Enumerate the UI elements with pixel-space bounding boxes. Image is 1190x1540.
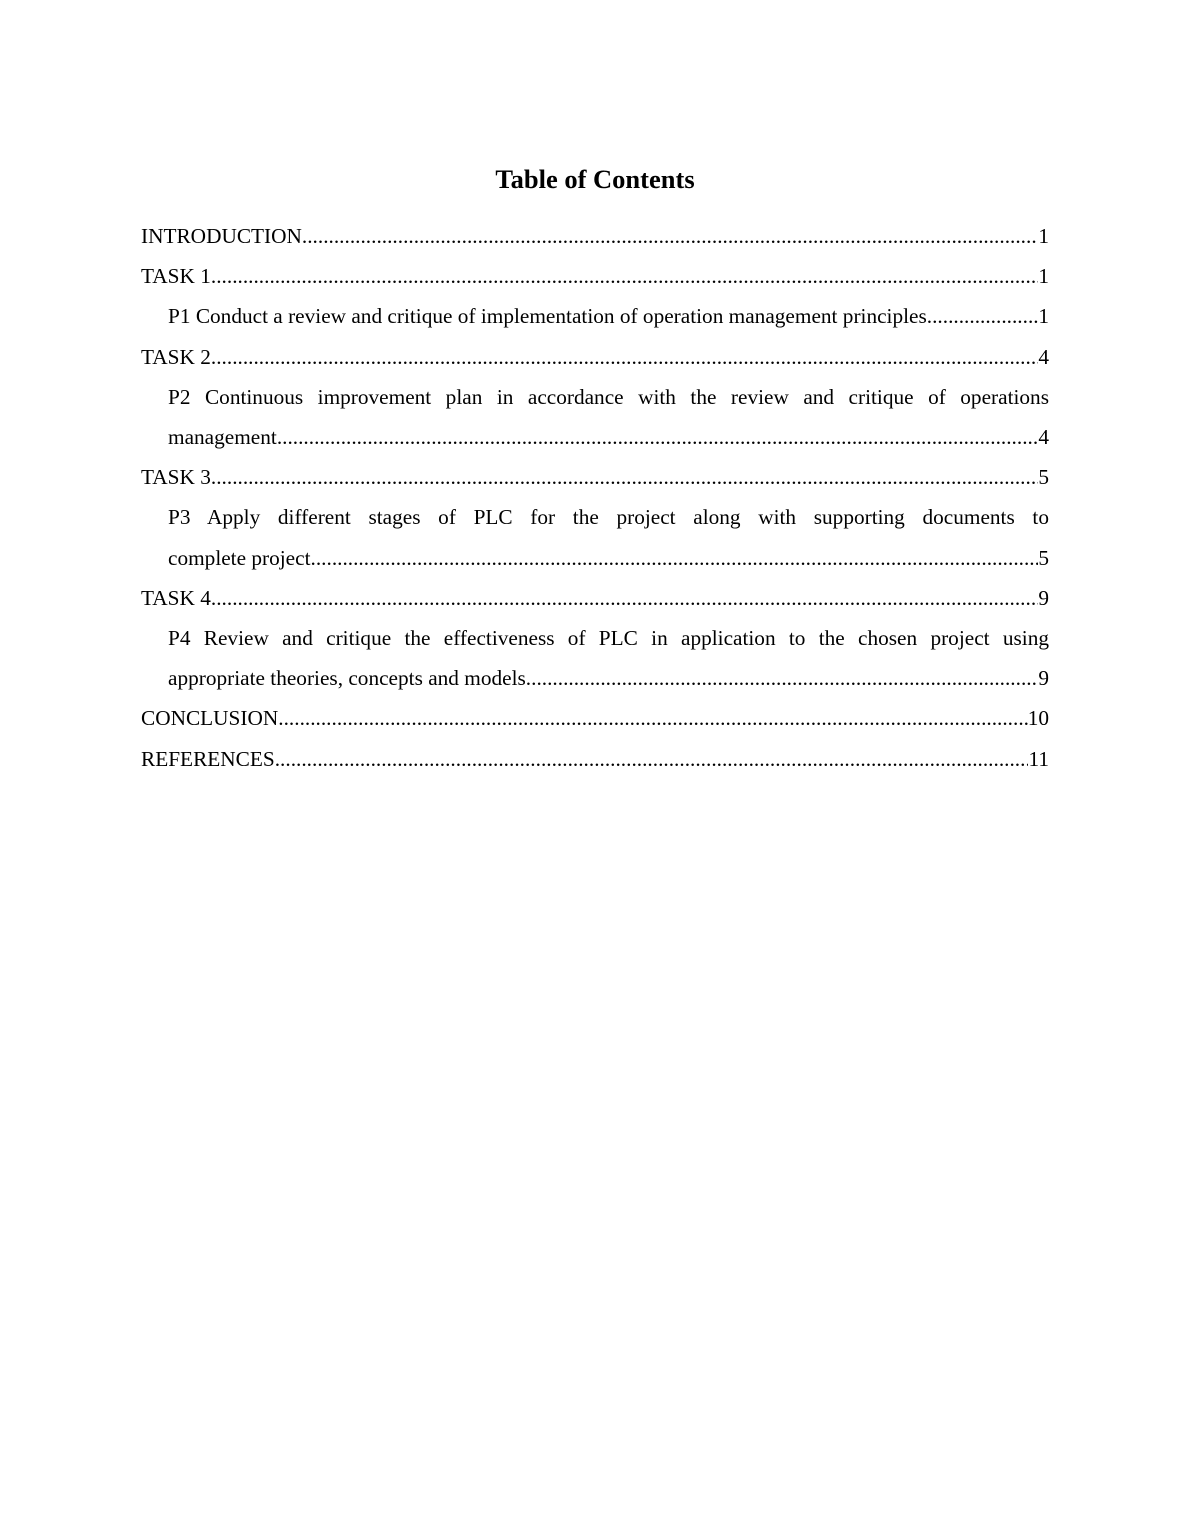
toc-entry-label: TASK 1	[141, 264, 211, 289]
toc-page-number: 4	[1038, 425, 1049, 450]
toc-page-number: 10	[1027, 706, 1049, 731]
toc-entry-conclusion[interactable]	[141, 698, 1049, 738]
toc-page-number: 5	[1038, 465, 1049, 490]
toc-entry-task-2[interactable]	[141, 337, 1049, 377]
toc-page-number: 9	[1038, 666, 1049, 691]
toc-title: Table of Contents	[495, 164, 695, 194]
toc-page-number: 1	[1038, 224, 1049, 248]
toc-entry-references[interactable]	[141, 739, 1049, 779]
toc-entry-label-line-1: P4 Review and critique the effectiveness of PLC in application to the chosen project using	[168, 626, 1049, 651]
toc-page-number: 1	[1038, 304, 1049, 329]
dot-leader	[526, 658, 1039, 698]
toc-entry-p2[interactable]	[141, 377, 1049, 457]
toc-entry-task-3[interactable]	[141, 457, 1049, 497]
toc-entry-label: REFERENCES	[141, 746, 275, 771]
toc-entry-label: TASK 3	[141, 465, 211, 490]
toc-entry-p1[interactable]	[141, 296, 1049, 336]
dot-leader	[211, 256, 1038, 296]
toc-entry-task-1[interactable]	[141, 256, 1049, 296]
toc-page-number: 11	[1028, 746, 1049, 771]
dot-leader	[211, 578, 1038, 618]
toc-page-number: 9	[1038, 585, 1049, 610]
toc-page-number: 1	[1038, 264, 1049, 289]
toc-list	[141, 216, 1049, 779]
toc-entry-label: complete project	[168, 545, 311, 570]
toc-entry-introduction[interactable]	[141, 216, 1049, 256]
toc-entry-label: P1 Conduct a review and critique of implementation of operation management principles.	[168, 304, 933, 329]
toc-page-number: 4	[1038, 344, 1049, 369]
dot-leader	[211, 457, 1038, 497]
dot-leader	[302, 216, 1038, 256]
toc-entry-p3[interactable]	[141, 497, 1049, 577]
toc-entry-label: TASK 4	[141, 585, 211, 610]
toc-page-number: 5	[1038, 545, 1049, 570]
toc-entry-label: CONCLUSION	[141, 706, 279, 731]
toc-entry-label: appropriate theories, concepts and models	[168, 666, 526, 691]
toc-entry-label: management	[168, 425, 277, 450]
toc-entry-task-4[interactable]	[141, 578, 1049, 618]
dot-leader	[211, 337, 1038, 377]
toc-entry-label-line-1: P2 Continuous improvement plan in accordance with the review and critique of operations	[168, 384, 1049, 409]
toc-entry-label: INTRODUCTION	[141, 224, 302, 248]
toc-entry-label: TASK 2	[141, 344, 211, 369]
toc-entry-label-line-1: P3 Apply different stages of PLC for the project along with supporting documents to	[168, 505, 1049, 530]
dot-leader	[277, 417, 1039, 457]
dot-leader	[278, 698, 1027, 738]
dot-leader	[275, 739, 1029, 779]
dot-leader	[311, 538, 1039, 578]
toc-entry-p4[interactable]	[141, 618, 1049, 698]
dot-leader	[932, 296, 1038, 336]
